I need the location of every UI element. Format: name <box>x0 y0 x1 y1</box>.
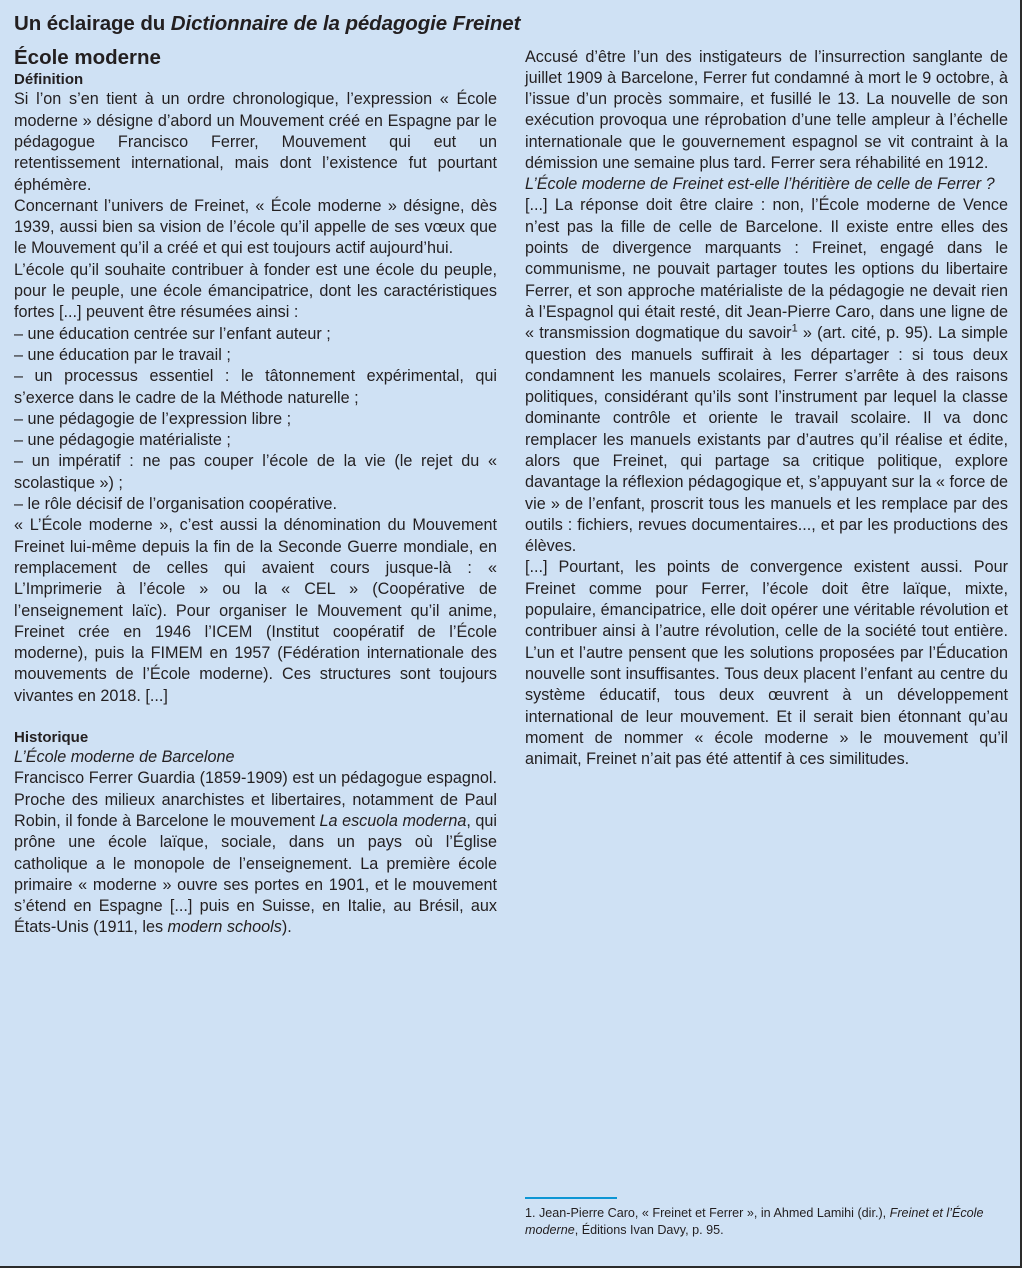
page-title <box>14 12 1000 37</box>
footnote-separator-rule <box>525 1197 617 1199</box>
historique-text-part3: ). <box>281 918 292 937</box>
historique-italic-escuola: La escuola moderna <box>319 811 467 830</box>
footnote-part1: 1. Jean-Pierre Caro, « Freinet et Ferrer », in Ahmed Lamihi (dir.), <box>525 1206 890 1221</box>
historique-italic-modern-schools: modern schools <box>167 918 282 937</box>
historique-heading: Historique <box>14 729 89 746</box>
definition-paragraph: L’école qu’il souhaite contribuer à fonder est une école du peuple, pour le peuple, une école émancipatrice, dont les caractéristiques fortes [...] peuvent être résumées ainsi : <box>14 260 497 322</box>
definition-heading: Définition <box>14 71 84 89</box>
list-item: – un impératif : ne pas couper l’école de la vie (le rejet du « scolastique ») ; <box>14 452 497 492</box>
list-item: – une éducation par le travail ; <box>14 345 231 364</box>
footnote-marker[interactable]: 1 <box>791 322 798 335</box>
historique-text-part2: , qui prône une école laïque, sociale, dans un pays où l’Église catholique a le monopole de l’enseignement. La première école primaire « moderne » ouvre ses portes en 1901, et le mouvement s’étend en Espagne [...] puis en Suisse, en Italie, au Brésil, aux États-Unis (1911, les <box>14 811 498 937</box>
definition-paragraph: Si l’on s’en tient à un ordre chronologique, l’expression « École moderne » désigne d’abord un Mouvement créé en Espagne par le pédagogue Francisco Ferrer, Mouvement qui eut un retentissement international, mais dont l’existence fut pourtant éphémère. <box>14 90 497 194</box>
historique-subheading: L’École moderne de Barcelone <box>14 748 235 767</box>
historique-paragraph <box>14 768 497 938</box>
list-item: – une pédagogie matérialiste ; <box>14 431 231 450</box>
right-italic-subheading: L’École moderne de Freinet est-elle l’héritière de celle de Ferrer ? <box>525 175 995 194</box>
page-title-italic: Dictionnaire de la pédagogie Freinet <box>170 12 521 35</box>
left-column <box>14 47 497 939</box>
footnote-part2: , Éditions Ivan Davy, p. 95. <box>574 1222 724 1237</box>
historique-text-part1: Francisco Ferrer Guardia (1859-1909) est un pédagogue espagnol. Proche des milieux anarchistes et libertaires, notamment de Paul Robin, il fonde à Barcelone le mouvement <box>14 769 497 830</box>
page-title-prefix: Un éclairage du <box>14 12 171 35</box>
right-paragraph-text-part1: [...] La réponse doit être claire : non, l’École moderne de Vence n’est pas la fille de celle de Barcelone. Il existe entre elles des points de divergence marquants : Freinet, engagé dans le communisme, ne pouvait partager toutes les options du libertaire Ferrer, et son approche matérialiste de la pédagogie ne devait rien à l’Espagnol qui était resté, dit Jean-Pierre Caro, dans une ligne de « transmission dogmatique du savoir <box>525 196 1008 343</box>
list-item: – le rôle décisif de l’organisation coopérative. <box>14 495 338 514</box>
list-item: – un processus essentiel : le tâtonnement expérimental, qui s’exerce dans le cadre de la Méthode naturelle ; <box>14 367 497 407</box>
right-paragraph-convergences: [...] Pourtant, les points de convergence existent aussi. Pour Freinet comme pour Ferrer, l’école doit être laïque, mixte, populaire, émancipatrice, elle doit opérer une véritable révolution et contribuer ainsi à l’autre révolution, celle de la société tout entière. L’un et l’autre pensent que les solutions proposées par l’Éducation nouvelle sont insuffisantes. Tous deux placent l’enfant au centre du système éducatif, tous deux œuvrent à un développement international de leur mouvement. Et il serait bien étonnant qu’au moment de nommer « école moderne » le mouvement qu’il animait, Freinet n’ait pas été attentif à ces similitudes. <box>525 558 1008 769</box>
footnote-italic-title: Freinet et l’École moderne <box>525 1206 984 1237</box>
right-paragraph-ferrer-execution: Accusé d’être l’un des instigateurs de l’insurrection sanglante de juillet 1909 à Barcelone, Ferrer fut condamné à mort le 9 octobre, à l’issue d’un procès sommaire, et fusillé le 13. La nouvelle de son exécution provoqua une réprobation d’une telle ampleur à l’échelle internationale que le gouvernement espagnol se vit contraint à la démission une semaine plus tard. Ferrer sera réhabilité en 1912. <box>525 47 1008 173</box>
list-item: – une éducation centrée sur l’enfant auteur ; <box>14 324 331 343</box>
closing-paragraph: « L’École moderne », c’est aussi la dénomination du Mouvement Freinet lui-même depuis la fin de la Seconde Guerre mondiale, en remplacement de celles qui avaient cours jusque-là : « L’Imprimerie à l’école » ou la « CEL » (Coopérative de l’enseignement laïc). Pour organiser le Mouvement qu’il anime, Freinet crée en 1946 l’ICEM (Institut coopératif de l’École moderne), puis la FIMEM en 1957 (Fédération internationale des mouvements de l’École moderne). Ces structures sont toujours vivantes en 2018. [...] <box>14 516 497 705</box>
right-column <box>525 47 1008 1253</box>
list-item: – une pédagogie de l’expression libre ; <box>14 409 292 428</box>
footnote-text <box>525 1205 1008 1238</box>
definition-paragraph: Concernant l’univers de Freinet, « École moderne » désigne, dès 1939, aussi bien sa vision de l’école qu’il appelle de ses vœux que le Mouvement qu’il a créé et qui est toujours actif aujourd’hui. <box>14 196 497 258</box>
two-column-layout <box>14 45 1008 1253</box>
entry-title: École moderne <box>14 45 161 69</box>
right-paragraph-text-part2: » (art. cité, p. 95). La simple question des manuels suffirait à les départager : si tous deux condamnent les manuels scolaires, Ferrer s’arrête à des raisons politiques, considérant qu’ils sont l’instrument par lequel la classe dominante contrôle et oriente le travail scolaire. Il va donc remplacer les manuels existants par d’autres qu’il réalise et édite, alors que Freinet, qui partage sa critique politique, explore davantage la réflexion pédagogique et, s’appuyant sur la « force de vie » de l’enfant, proscrit tous les manuels et les remplace par des outils : fichiers, revues documentaires..., et par les productions des élèves. <box>525 324 1008 556</box>
footnote-block <box>525 1197 1008 1238</box>
right-paragraph-divergences <box>525 195 1008 557</box>
